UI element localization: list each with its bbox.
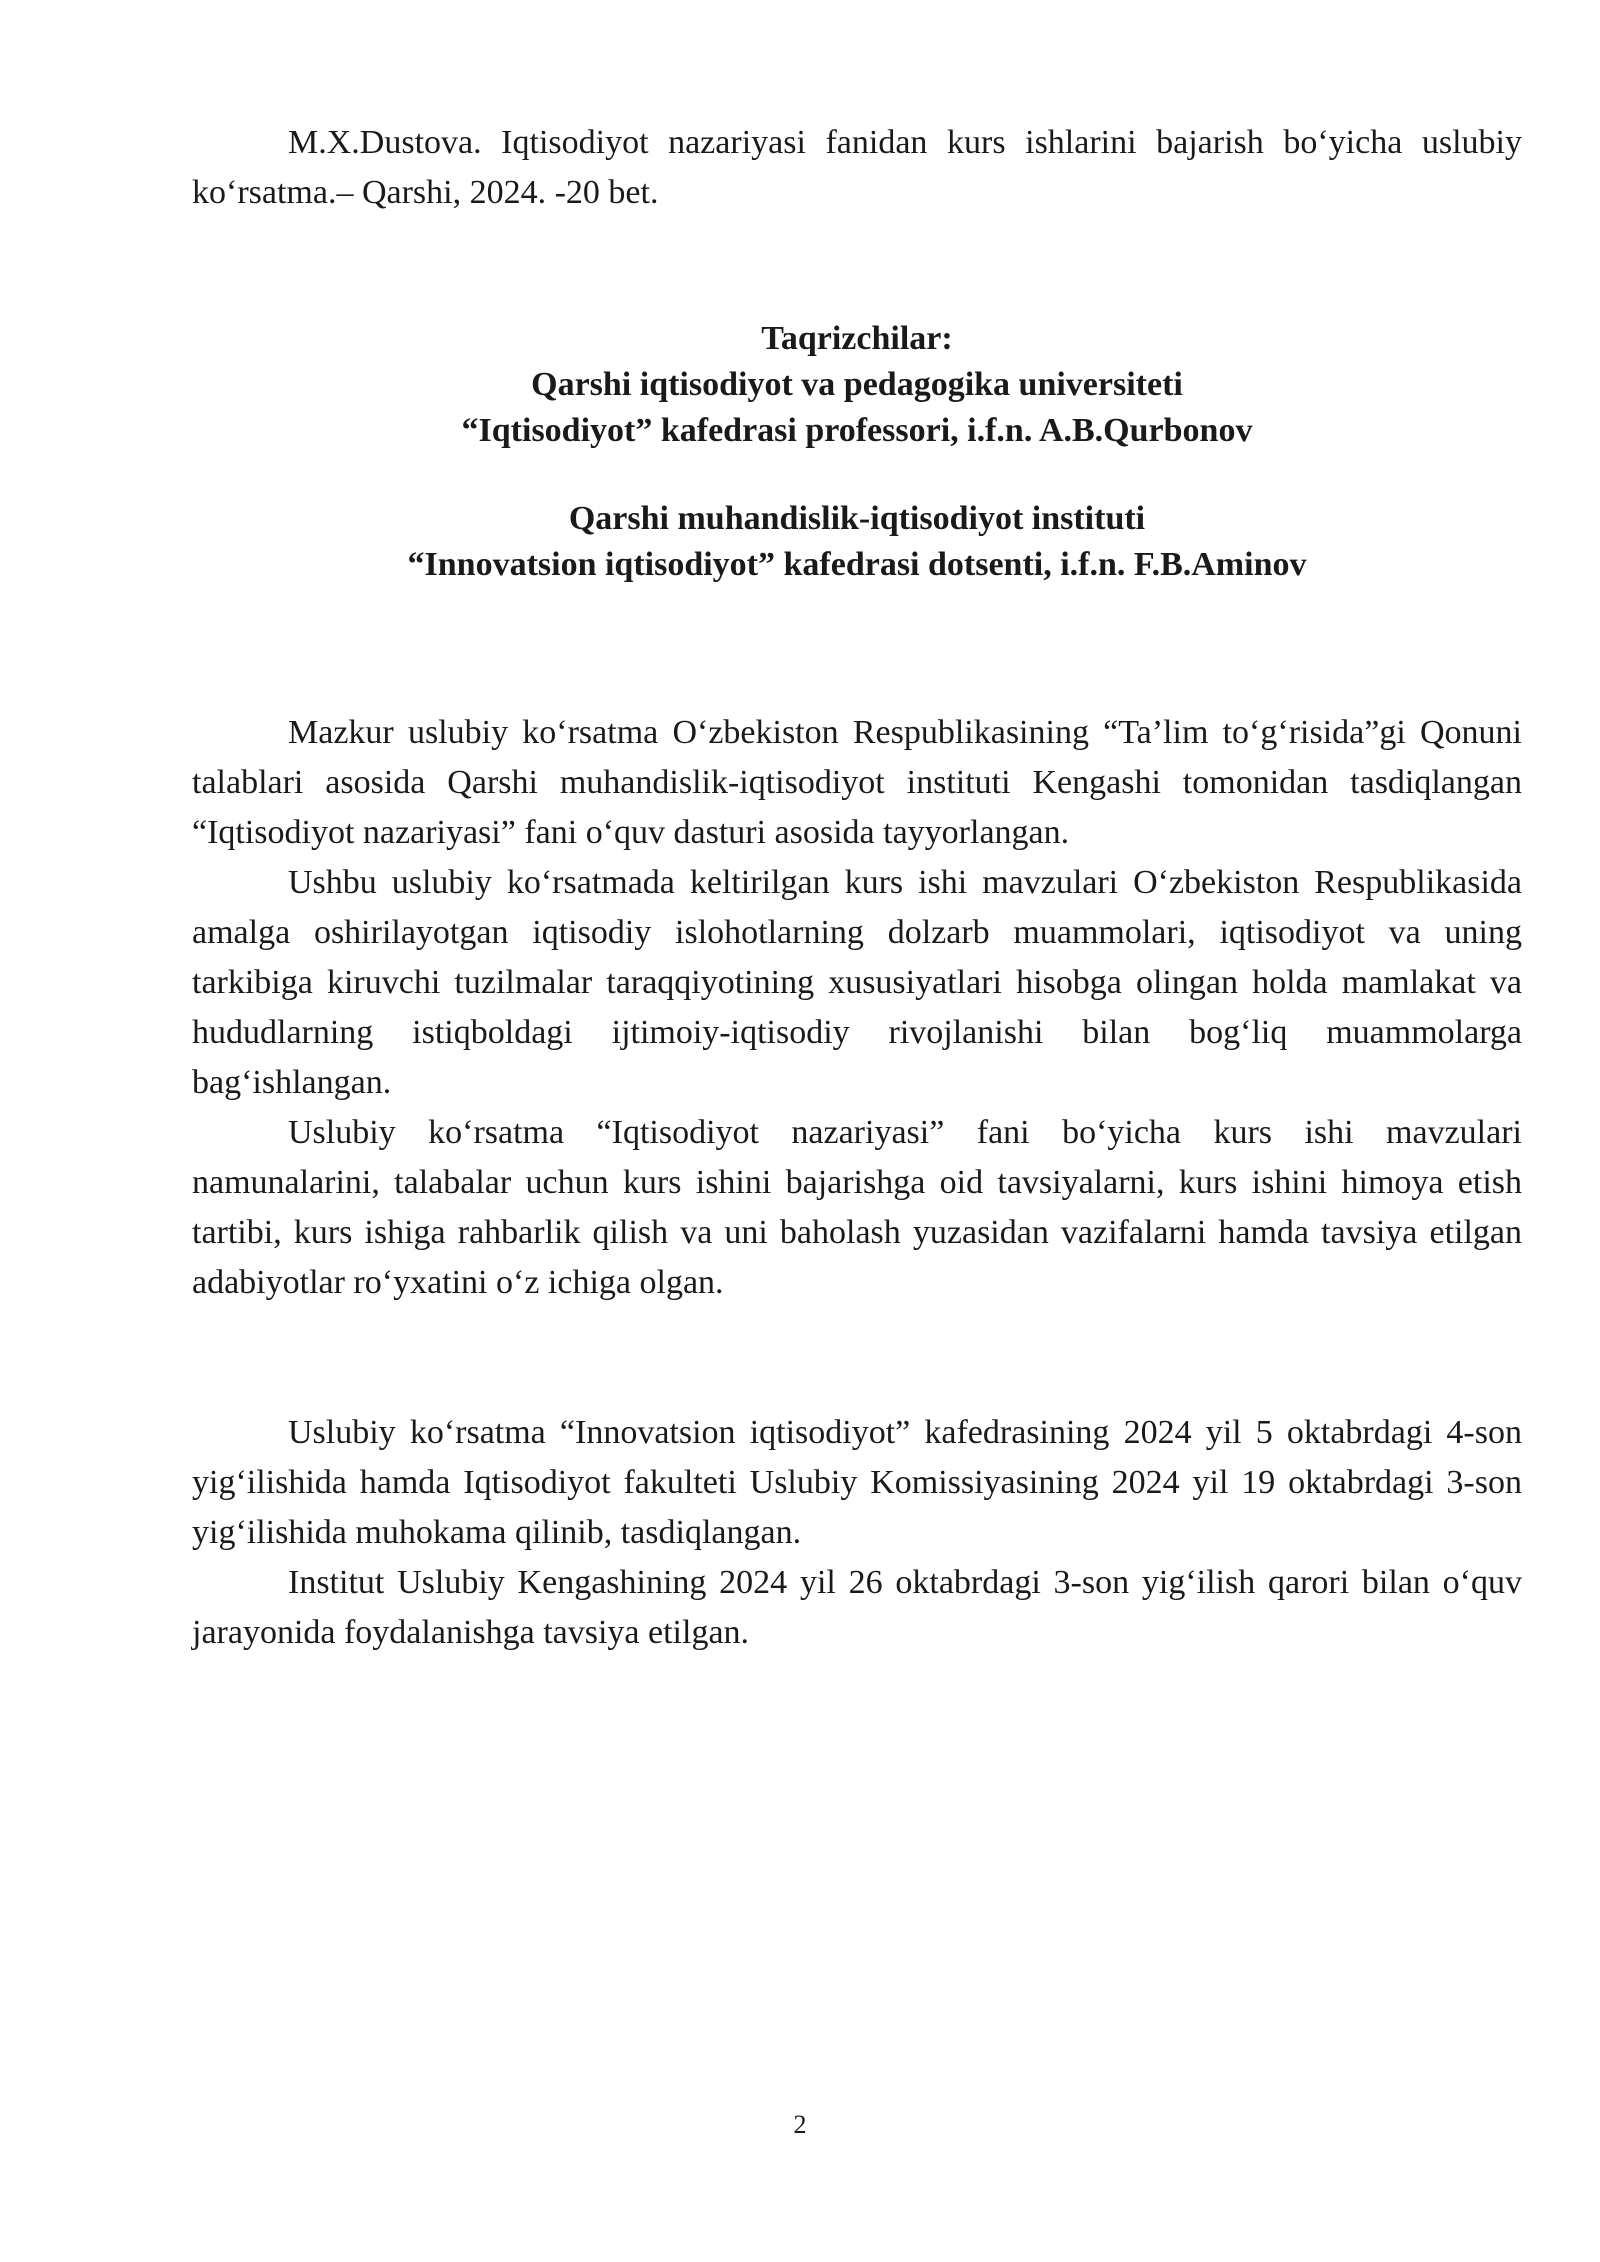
reviewers-heading: Taqrizchilar: [761, 320, 953, 357]
description-block [192, 708, 1522, 1308]
description-paragraph-3: Uslubiy ko‘rsatma “Iqtisodiyot nazariyasi” fani bo‘yicha kurs ishi mavzulari namunalarini, talabalar uchun kurs ishini bajarishga oid tavsiyalarni, kurs ishini himoya etish tartibi, kurs ishiga rahbarlik qilish va uni baholash yuzasidan vazifalarni hamda tavsiya etilgan adabiyotlar ro‘yxatini o‘z ichiga olgan. [192, 1114, 1522, 1301]
page-number: 2 [793, 2110, 807, 2139]
reviewer-1-affiliation: Qarshi iqtisodiyot va pedagogika universiteti [531, 366, 1183, 403]
citation: M.X.Dustova. Iqtisodiyot nazariyasi fanidan kurs ishlarini bajarish bo‘yicha uslubiy ko‘rsatma.– Qarshi, 2024. -20 bet. [192, 124, 1522, 211]
description-paragraph-1: Mazkur uslubiy ko‘rsatma O‘zbekiston Respublikasining “Ta’lim to‘g‘risida”gi Qonuni talablari asosida Qarshi muhandislik-iqtisodiyot instituti Kengashi tomonidan tasdiqlangan “Iqtisodiyot nazariyasi” fani o‘quv dasturi asosida tayyorlangan. [192, 714, 1522, 851]
approval-block [192, 1408, 1522, 1658]
approval-paragraph-2: Institut Uslubiy Kengashining 2024 yil 26 oktabrdagi 3-son yig‘ilish qarori bilan o‘quv jarayonida foydalanishga tavsiya etilgan. [192, 1564, 1522, 1651]
reviewer-gap [192, 454, 1522, 496]
document-page [192, 118, 1522, 1658]
reviewer-2-name: “Innovatsion iqtisodiyot” kafedrasi dotsenti, i.f.n. F.B.Aminov [407, 546, 1307, 583]
reviewer-1-name: “Iqtisodiyot” kafedrasi professori, i.f.n. A.B.Qurbonov [461, 412, 1253, 449]
reviewer-2-affiliation: Qarshi muhandislik-iqtisodiyot instituti [568, 500, 1146, 537]
description-paragraph-2: Ushbu uslubiy ko‘rsatmada keltirilgan kurs ishi mavzulari O‘zbekiston Respublikasida amalga oshirilayotgan iqtisodiy islohotlarning dolzarb muammolari, iqtisodiyot va uning tarkibiga kiruvchi tuzilmalar taraqqiyotining xususiyatlari hisobga olingan holda mamlakat va hududlarning istiqboldagi ijtimoiy-iqtisodiy rivojlanishi bilan bog‘liq muammolarga bag‘ishlangan. [192, 864, 1522, 1101]
approval-paragraph-1: Uslubiy ko‘rsatma “Innovatsion iqtisodiyot” kafedrasining 2024 yil 5 oktabrdagi 4-son yig‘ilishida hamda Iqtisodiyot fakulteti Uslubiy Komissiyasining 2024 yil 19 oktabrdagi 3-son yig‘ilishida muhokama qilinib, tasdiqlangan. [192, 1414, 1522, 1551]
reviewers-block [192, 316, 1522, 588]
